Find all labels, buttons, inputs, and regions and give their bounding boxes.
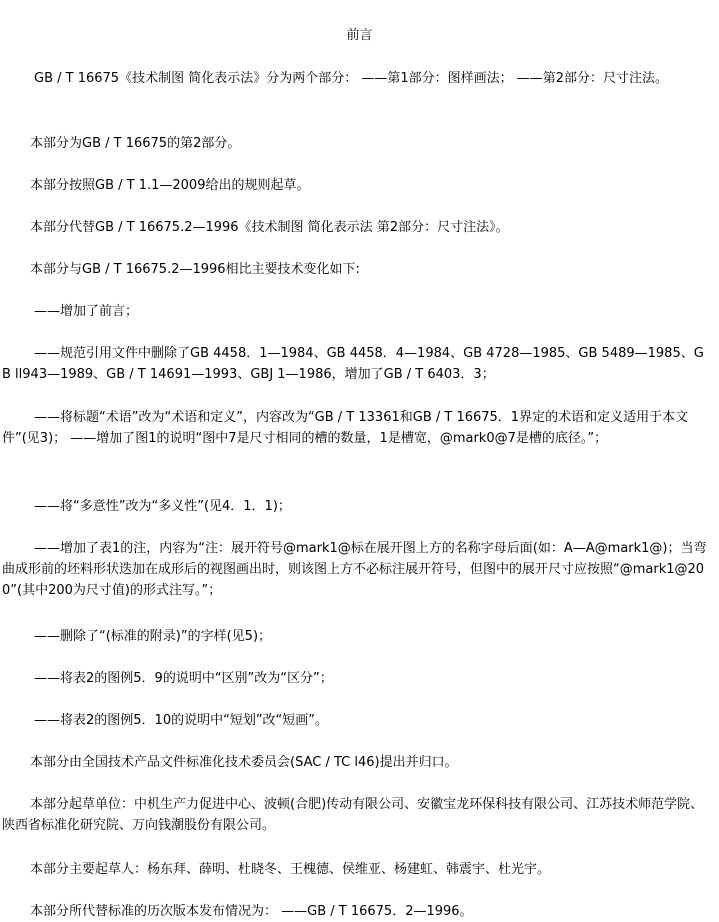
paragraph-previous-editions: 本部分所代替标准的历次版本发布情况为： ——GB / T 16675．2—1996。 xyxy=(30,904,473,919)
list-item-change-3: ——将标题“术语”改为“术语和定义”，内容改为“GB / T 13361和GB / T 16675．1界定的术语和定义适用于本文件”(见3)； ——增加了图1的说明“图中7是尺寸相同的槽的数量，1是槽宽，@mark0@7是槽的底径。”； xyxy=(2,410,689,446)
list-item-change-5: ——增加了表1的注，内容为“注：展开符号@mark1@标在展开图上方的名称字母后面(如：A—A@mark1@)；当弯曲成形前的坯料形状迭加在成形后的视图画出时，则该图上方不必标注展开符号，但图中的展开尺寸应按照“@mark1@200”(其中200为尺寸值)的形式注写。”； xyxy=(2,541,707,598)
paragraph-drafting-rules: 本部分按照GB / T 1.1—2009给出的规则起草。 xyxy=(30,178,310,193)
list-item-change-4: ——将“多意性”改为“多义性”(见4．1．1)； xyxy=(34,499,291,514)
paragraph-part-statement: 本部分为GB / T 16675的第2部分。 xyxy=(30,136,241,151)
list-item-change-7: ——将表2的图例5．9的说明中“区别”改为“区分”； xyxy=(34,671,333,686)
paragraph-proposed-by: 本部分由全国技术产品文件标准化技术委员会(SAC / TC l46)提出并归口。 xyxy=(30,755,458,770)
document-title: 前言 xyxy=(346,28,373,43)
list-item-change-2: ——规范引用文件中删除了GB 4458．1—1984、GB 4458．4—1984、GB 4728—1985、GB 5489—1985、GB ll943—1989、GB / T 14691—1993、GBJ 1—1986，增加了GB / T 6403．3； xyxy=(2,346,704,382)
paragraph-intro: GB / T 16675《技术制图 简化表示法》分为两个部分： ——第1部分：图样画法； ——第2部分：尺寸注法。 xyxy=(34,71,669,86)
list-item-change-8: ——将表2的图例5．10的说明中“短划”改“短画”。 xyxy=(34,713,329,728)
paragraph-main-drafters: 本部分主要起草人：杨东拜、薛明、杜晓冬、王槐德、侯维亚、杨建虹、韩震宇、杜光宇。 xyxy=(30,862,551,877)
list-item-change-1: ——增加了前言； xyxy=(34,304,139,319)
paragraph-changes-intro: 本部分与GB / T 16675.2—1996相比主要技术变化如下: xyxy=(30,262,360,277)
paragraph-drafting-units: 本部分起草单位：中机生产力促进中心、波顿(合肥)传动有限公司、安徽宝龙环保科技有限公司、江苏技术师范学院、陕西省标准化研究院、万向钱潮股份有限公司。 xyxy=(2,797,704,833)
list-item-change-6: ——删除了“(标准的附录)”的字样(见5)； xyxy=(34,629,272,644)
paragraph-replaces: 本部分代替GB / T 16675.2—1996《技术制图 简化表示法 第2部分：尺寸注法》。 xyxy=(30,220,509,235)
